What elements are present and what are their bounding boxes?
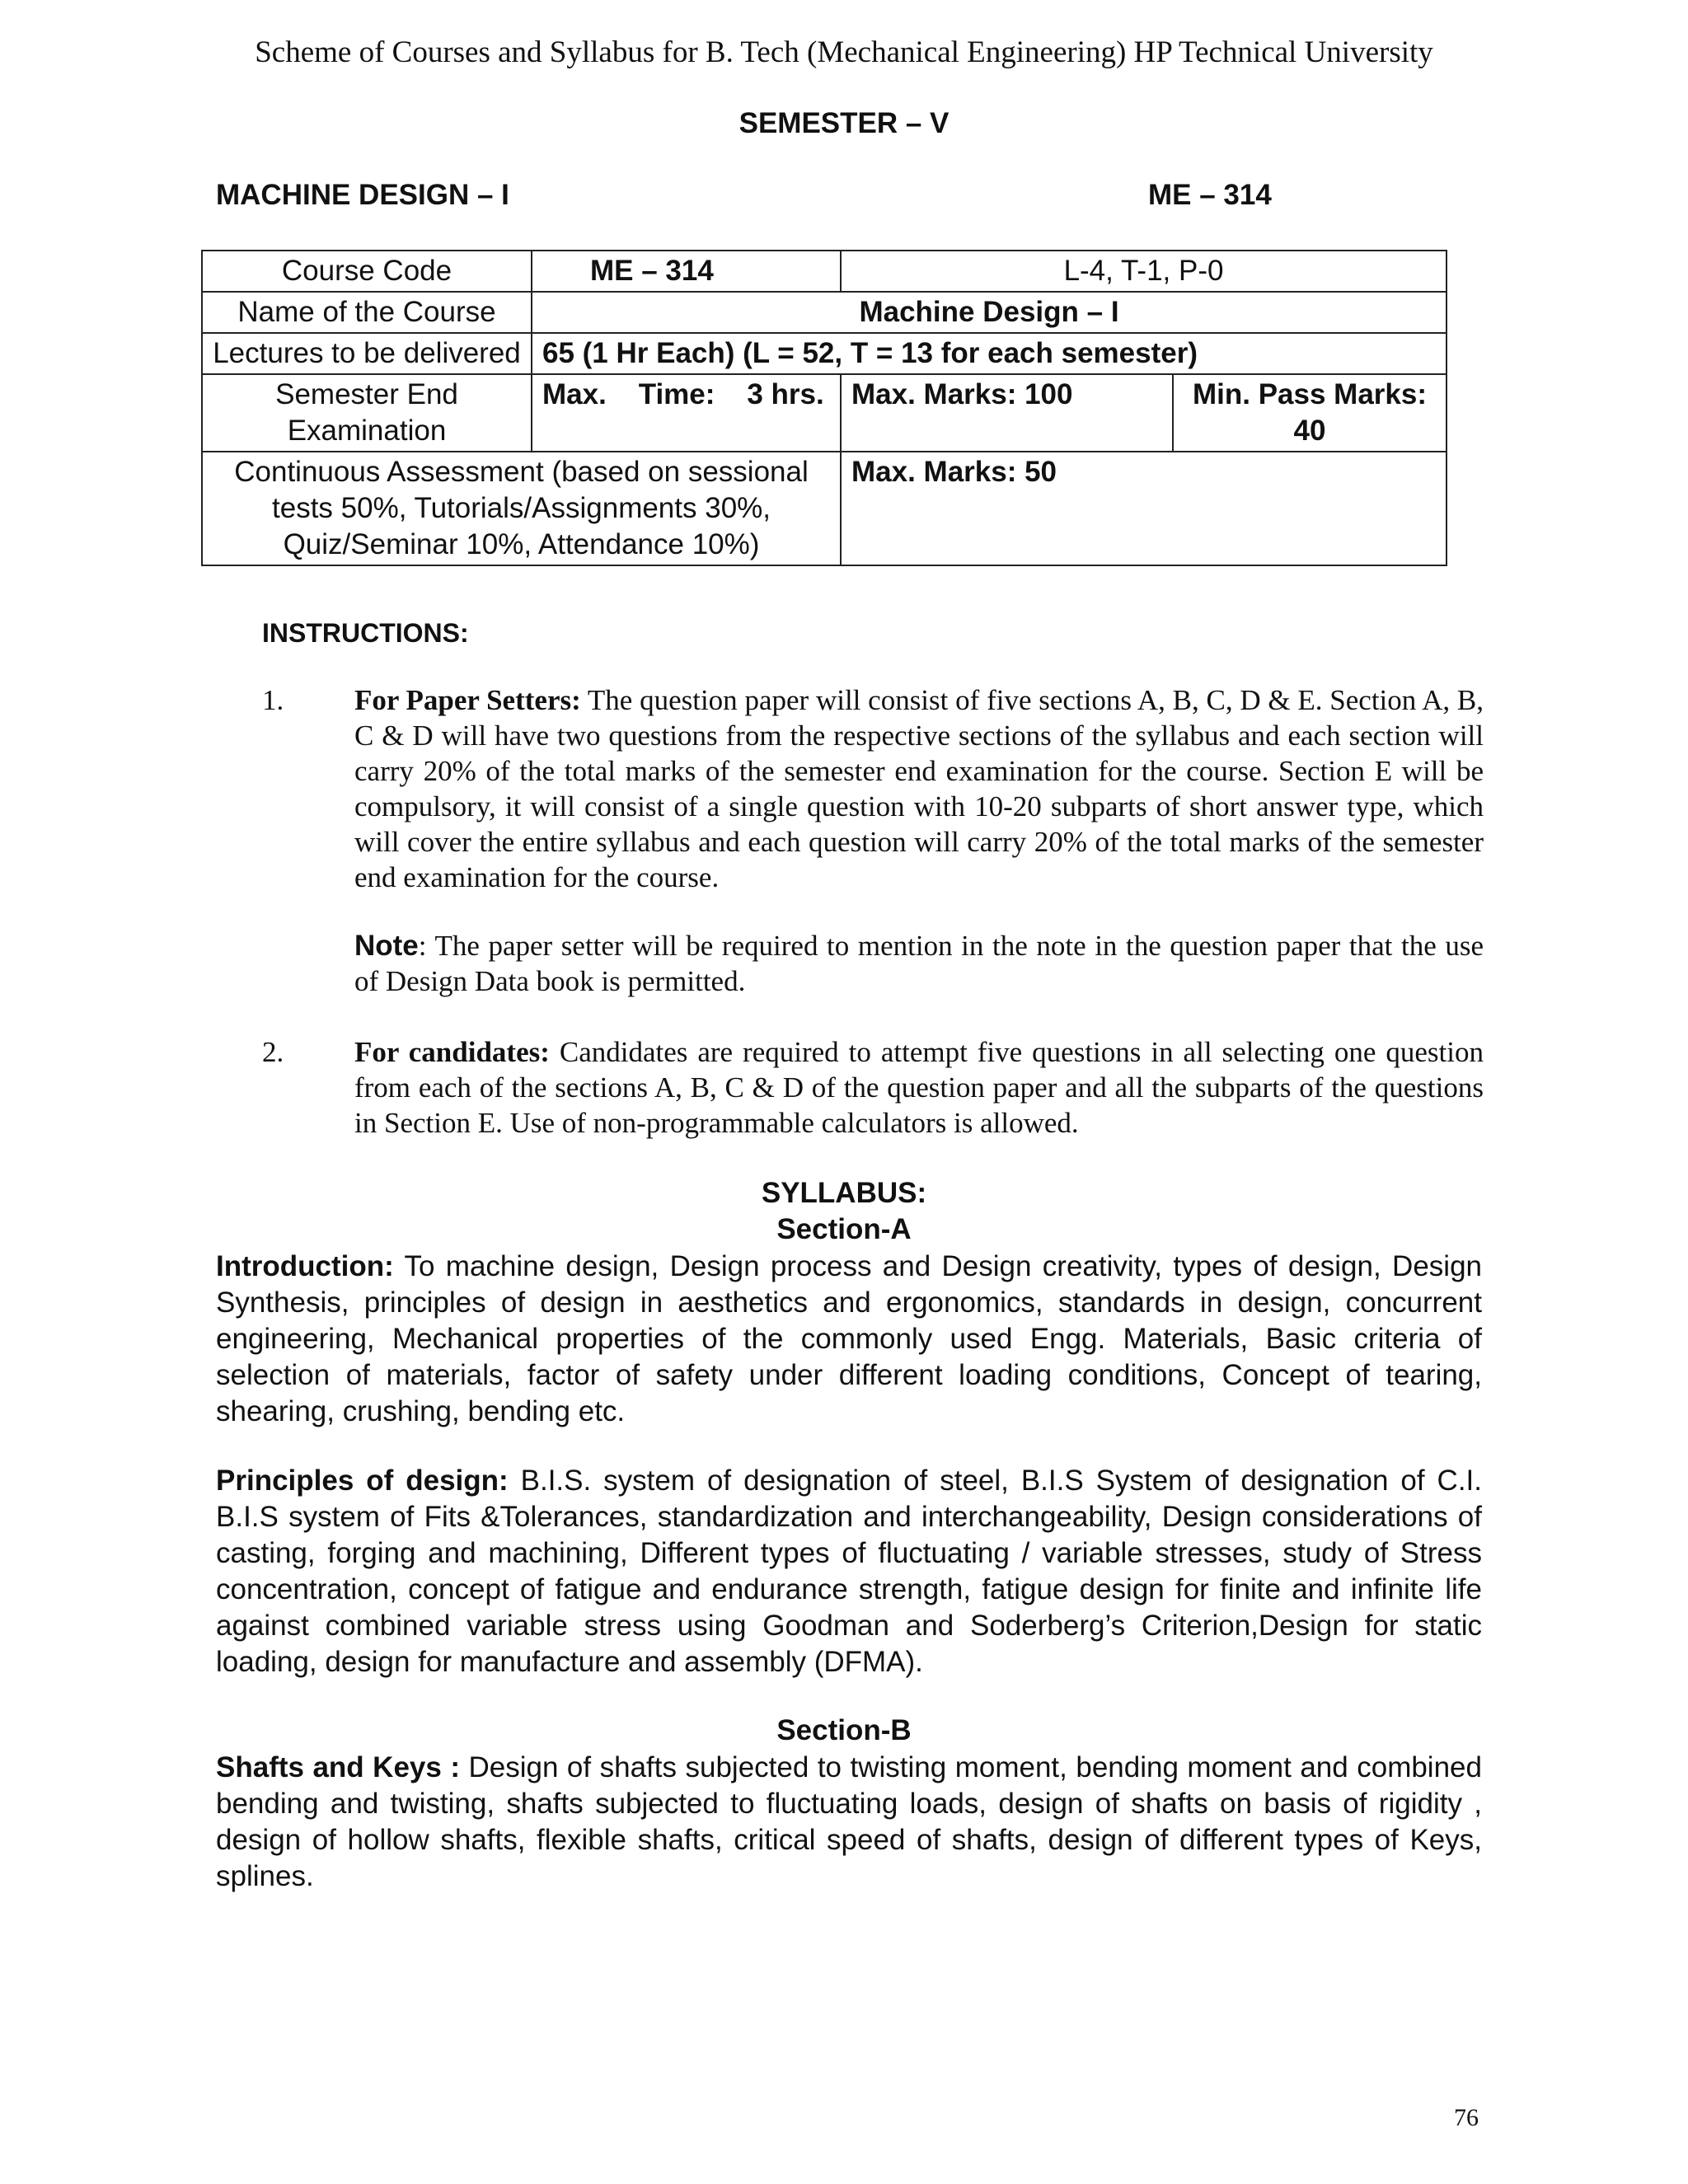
value-exam-max-marks: Max. Marks: 100 xyxy=(841,374,1173,452)
instruction-lead: For candidates: xyxy=(354,1036,550,1068)
section-a-principles xyxy=(216,1463,1482,1680)
note-lead: Note xyxy=(354,930,419,962)
course-title: MACHINE DESIGN – I xyxy=(216,179,509,211)
label-course-name: Name of the Course xyxy=(202,292,532,333)
instructions-heading: INSTRUCTIONS: xyxy=(262,618,469,648)
value-course-code: ME – 314 xyxy=(532,251,841,292)
instruction-text: Candidates are required to attempt five questions in all selecting one question from each of the sections A, B, C & D of the question paper and all the subparts of the questions in Section E. Use of non-programmable calculators is allowed. xyxy=(354,1036,1484,1139)
label-lectures: Lectures to be delivered xyxy=(202,333,532,374)
instruction-lead: For Paper Setters: xyxy=(354,684,581,716)
section-b-shafts-keys xyxy=(216,1750,1482,1895)
semester-heading: SEMESTER – V xyxy=(738,107,950,139)
instruction-number: 2. xyxy=(262,1036,284,1068)
course-code-heading: ME – 314 xyxy=(1148,179,1272,211)
table-row-continuous-assessment xyxy=(202,452,1447,565)
course-info-table xyxy=(201,250,1447,566)
label-course-code: Course Code xyxy=(202,251,532,292)
section-a-introduction xyxy=(216,1249,1482,1430)
value-ca-max-marks: Max. Marks: 50 xyxy=(841,452,1447,565)
instruction-text: The question paper will consist of five sections A, B, C, D & E. Section A, B, C & D will have two questions from the respective sections of the syllabus and each section will carry 20% of the total marks of the semester end examination for the course. Section E will be compulsory, it will consist of a single question with 10-20 subparts of short answer type, which will cover the entire syllabus and each question will carry 20% of the total marks of the semester end examination for the course. xyxy=(354,684,1484,893)
label-semester-end: Semester End Examination xyxy=(202,374,532,452)
label-continuous-assessment: Continuous Assessment (based on sessional tests 50%, Tutorials/Assignments 30%, Quiz/Seminar 10%, Attendance 10%) xyxy=(202,452,841,565)
section-b-heading: Section-B xyxy=(776,1714,912,1746)
paragraph-text: To machine design, Design process and Design creativity, types of design, Design Synthesis, principles of design in aesthetics and ergonomics, standards in design, concurrent engineering, Mechanical properties of the commonly used Engg. Materials, Basic criteria of selection of materials, factor of safety under different loading conditions, Concept of tearing, shearing, crushing, bending etc. xyxy=(216,1250,1482,1427)
paragraph-text: Design of shafts subjected to twisting moment, bending moment and combined bending and twisting, shafts subjected to fluctuating loads, design of shafts on basis of rigidity , design of hollow shafts, flexible shafts, critical speed of shafts, design of different types of Keys, splines. xyxy=(216,1751,1482,1892)
note-text: : The paper setter will be required to mention in the note in the question paper that the use of Design Data book is permitted. xyxy=(354,930,1484,997)
value-lectures: 65 (1 Hr Each) (L = 52, T = 13 for each semester) xyxy=(532,333,1447,374)
instruction-note xyxy=(354,928,1484,999)
table-row-semester-end xyxy=(202,374,1447,452)
table-row-lectures xyxy=(202,333,1447,374)
section-a-heading: Section-A xyxy=(776,1213,912,1245)
value-min-pass-marks: Min. Pass Marks: 40 xyxy=(1173,374,1447,452)
page-number: 76 xyxy=(1454,2104,1479,2131)
instruction-number: 1. xyxy=(262,684,284,716)
table-row-course-code xyxy=(202,251,1447,292)
running-header: Scheme of Courses and Syllabus for B. Tech (Mechanical Engineering) HP Technical University xyxy=(255,35,1433,69)
value-exam-time: Max. Time: 3 hrs. xyxy=(532,374,841,452)
syllabus-heading: SYLLABUS: xyxy=(761,1177,927,1209)
paragraph-lead: Shafts and Keys : xyxy=(216,1751,460,1783)
table-row-course-name xyxy=(202,292,1447,333)
value-ltp: L-4, T-1, P-0 xyxy=(841,251,1447,292)
paragraph-lead: Introduction: xyxy=(216,1250,394,1282)
paragraph-lead: Principles of design: xyxy=(216,1465,509,1497)
value-course-name: Machine Design – I xyxy=(532,292,1447,333)
paragraph-text: B.I.S. system of designation of steel, B.I.S System of designation of C.I. B.I.S system of Fits &Tolerances, standardization and interchangeability, Design considerations of casting, forging and machining, Different types of fluctuating / variable stresses, study of Stress concentration, concept of fatigue and endurance strength, fatigue design for finite and infinite life against combined variable stress using Goodman and Soderberg’s Criterion,Design for static loading, design for manufacture and assembly (DFMA). xyxy=(216,1465,1482,1678)
